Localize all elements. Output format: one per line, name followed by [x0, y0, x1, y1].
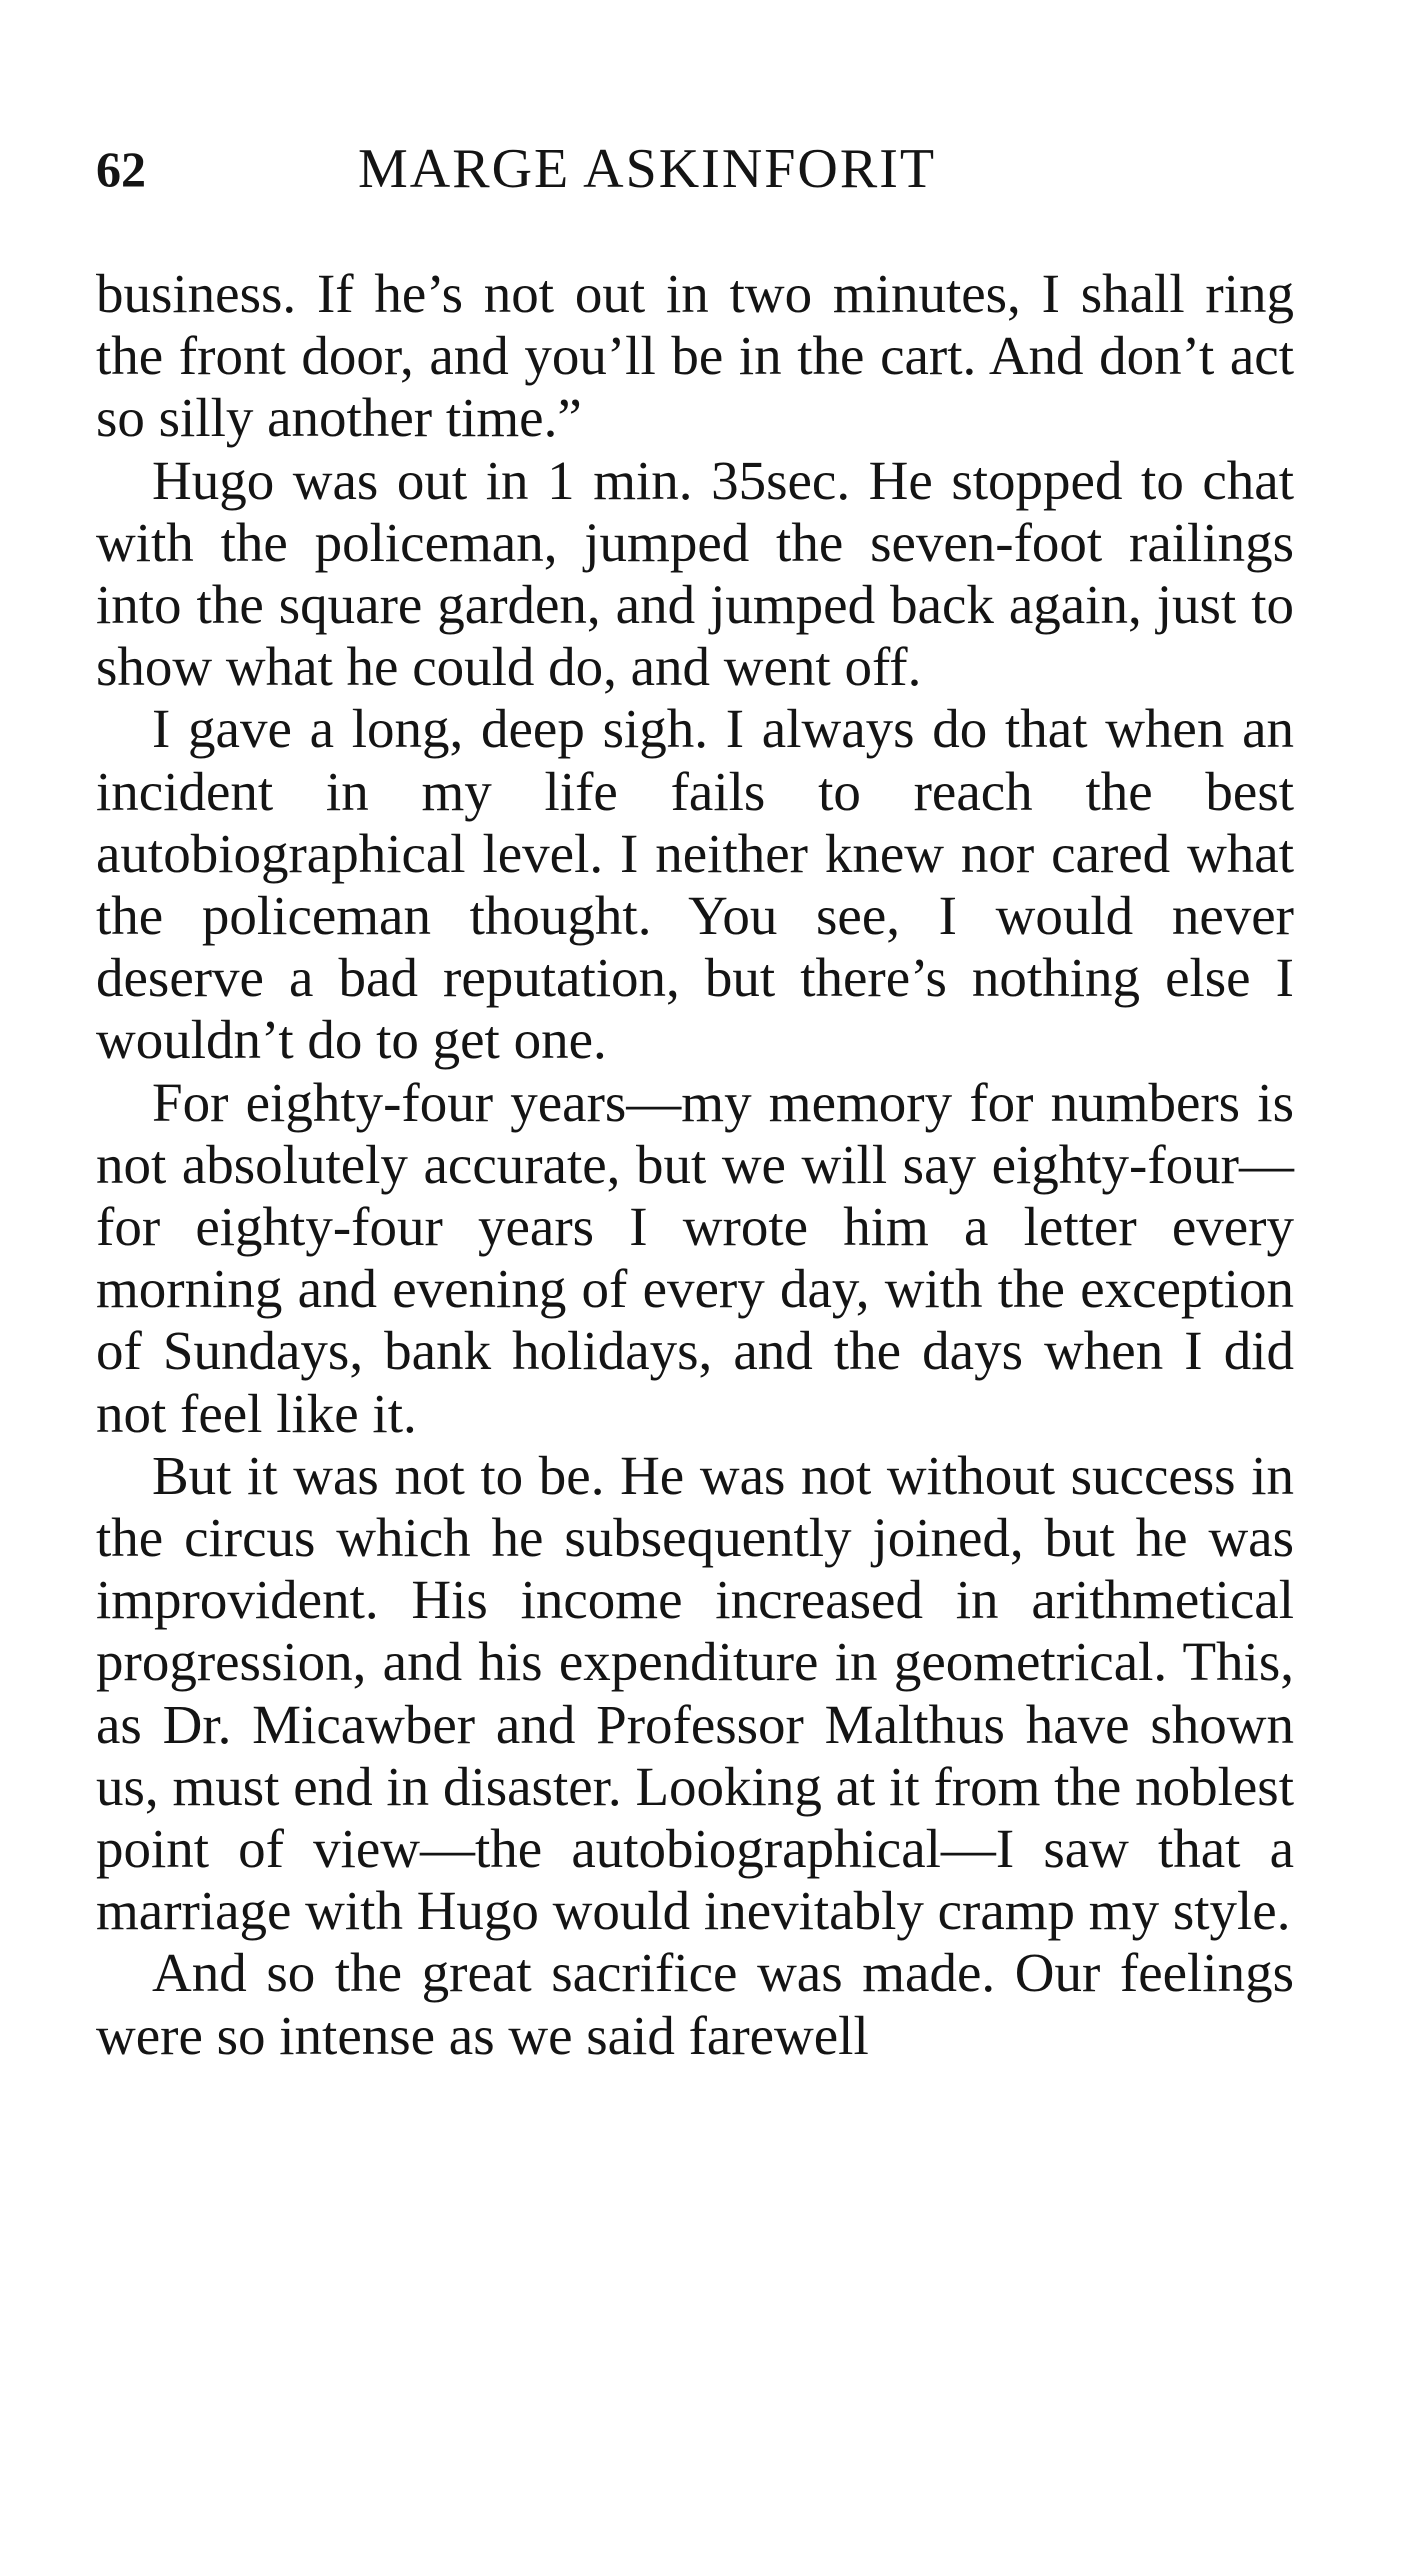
- paragraph: But it was not to be. He was not without success in the circus which he subsequently joined, but he was improvident. His income increased in arithmetical progression, and his expenditure in geometrical. This, as Dr. Micawber and Professor Malthus have shown us, must end in disaster. Looking at it from the noblest point of view—the autobiographical—I saw that a marriage with Hugo would inevitably cramp my style.: [96, 1444, 1294, 1942]
- paragraph: I gave a long, deep sigh. I always do that when an incident in my life fails to reach the best autobiographical level. I neither knew nor cared what the policeman thought. You see, I would never deserve a bad reputation, but there’s nothing else I wouldn’t do to get one.: [96, 698, 1294, 1071]
- paragraph: business. If he’s not out in two minutes, I shall ring the front door, and you’ll be in the cart. And don’t act so silly another time.”: [96, 263, 1294, 449]
- paragraph: For eighty-four years—my memory for numbers is not absolutely accurate, but we will say eighty-four—for eighty-four years I wrote him a letter every morning and evening of every day, with the exception of Sundays, bank holidays, and the days when I did not feel like it.: [96, 1071, 1294, 1444]
- paragraph: And so the great sacrifice was made. Our feelings were so intense as we said farewell: [96, 1942, 1294, 2066]
- paragraph: Hugo was out in 1 min. 35sec. He stopped to chat with the policeman, jumped the seven-foot railings into the square garden, and jumped back again, just to show what he could do, and went off.: [96, 449, 1294, 698]
- running-head: [96, 138, 1296, 200]
- page-number: 62: [96, 141, 146, 197]
- running-title: MARGE ASKINFORIT: [358, 138, 937, 200]
- body-text: [96, 263, 1294, 2067]
